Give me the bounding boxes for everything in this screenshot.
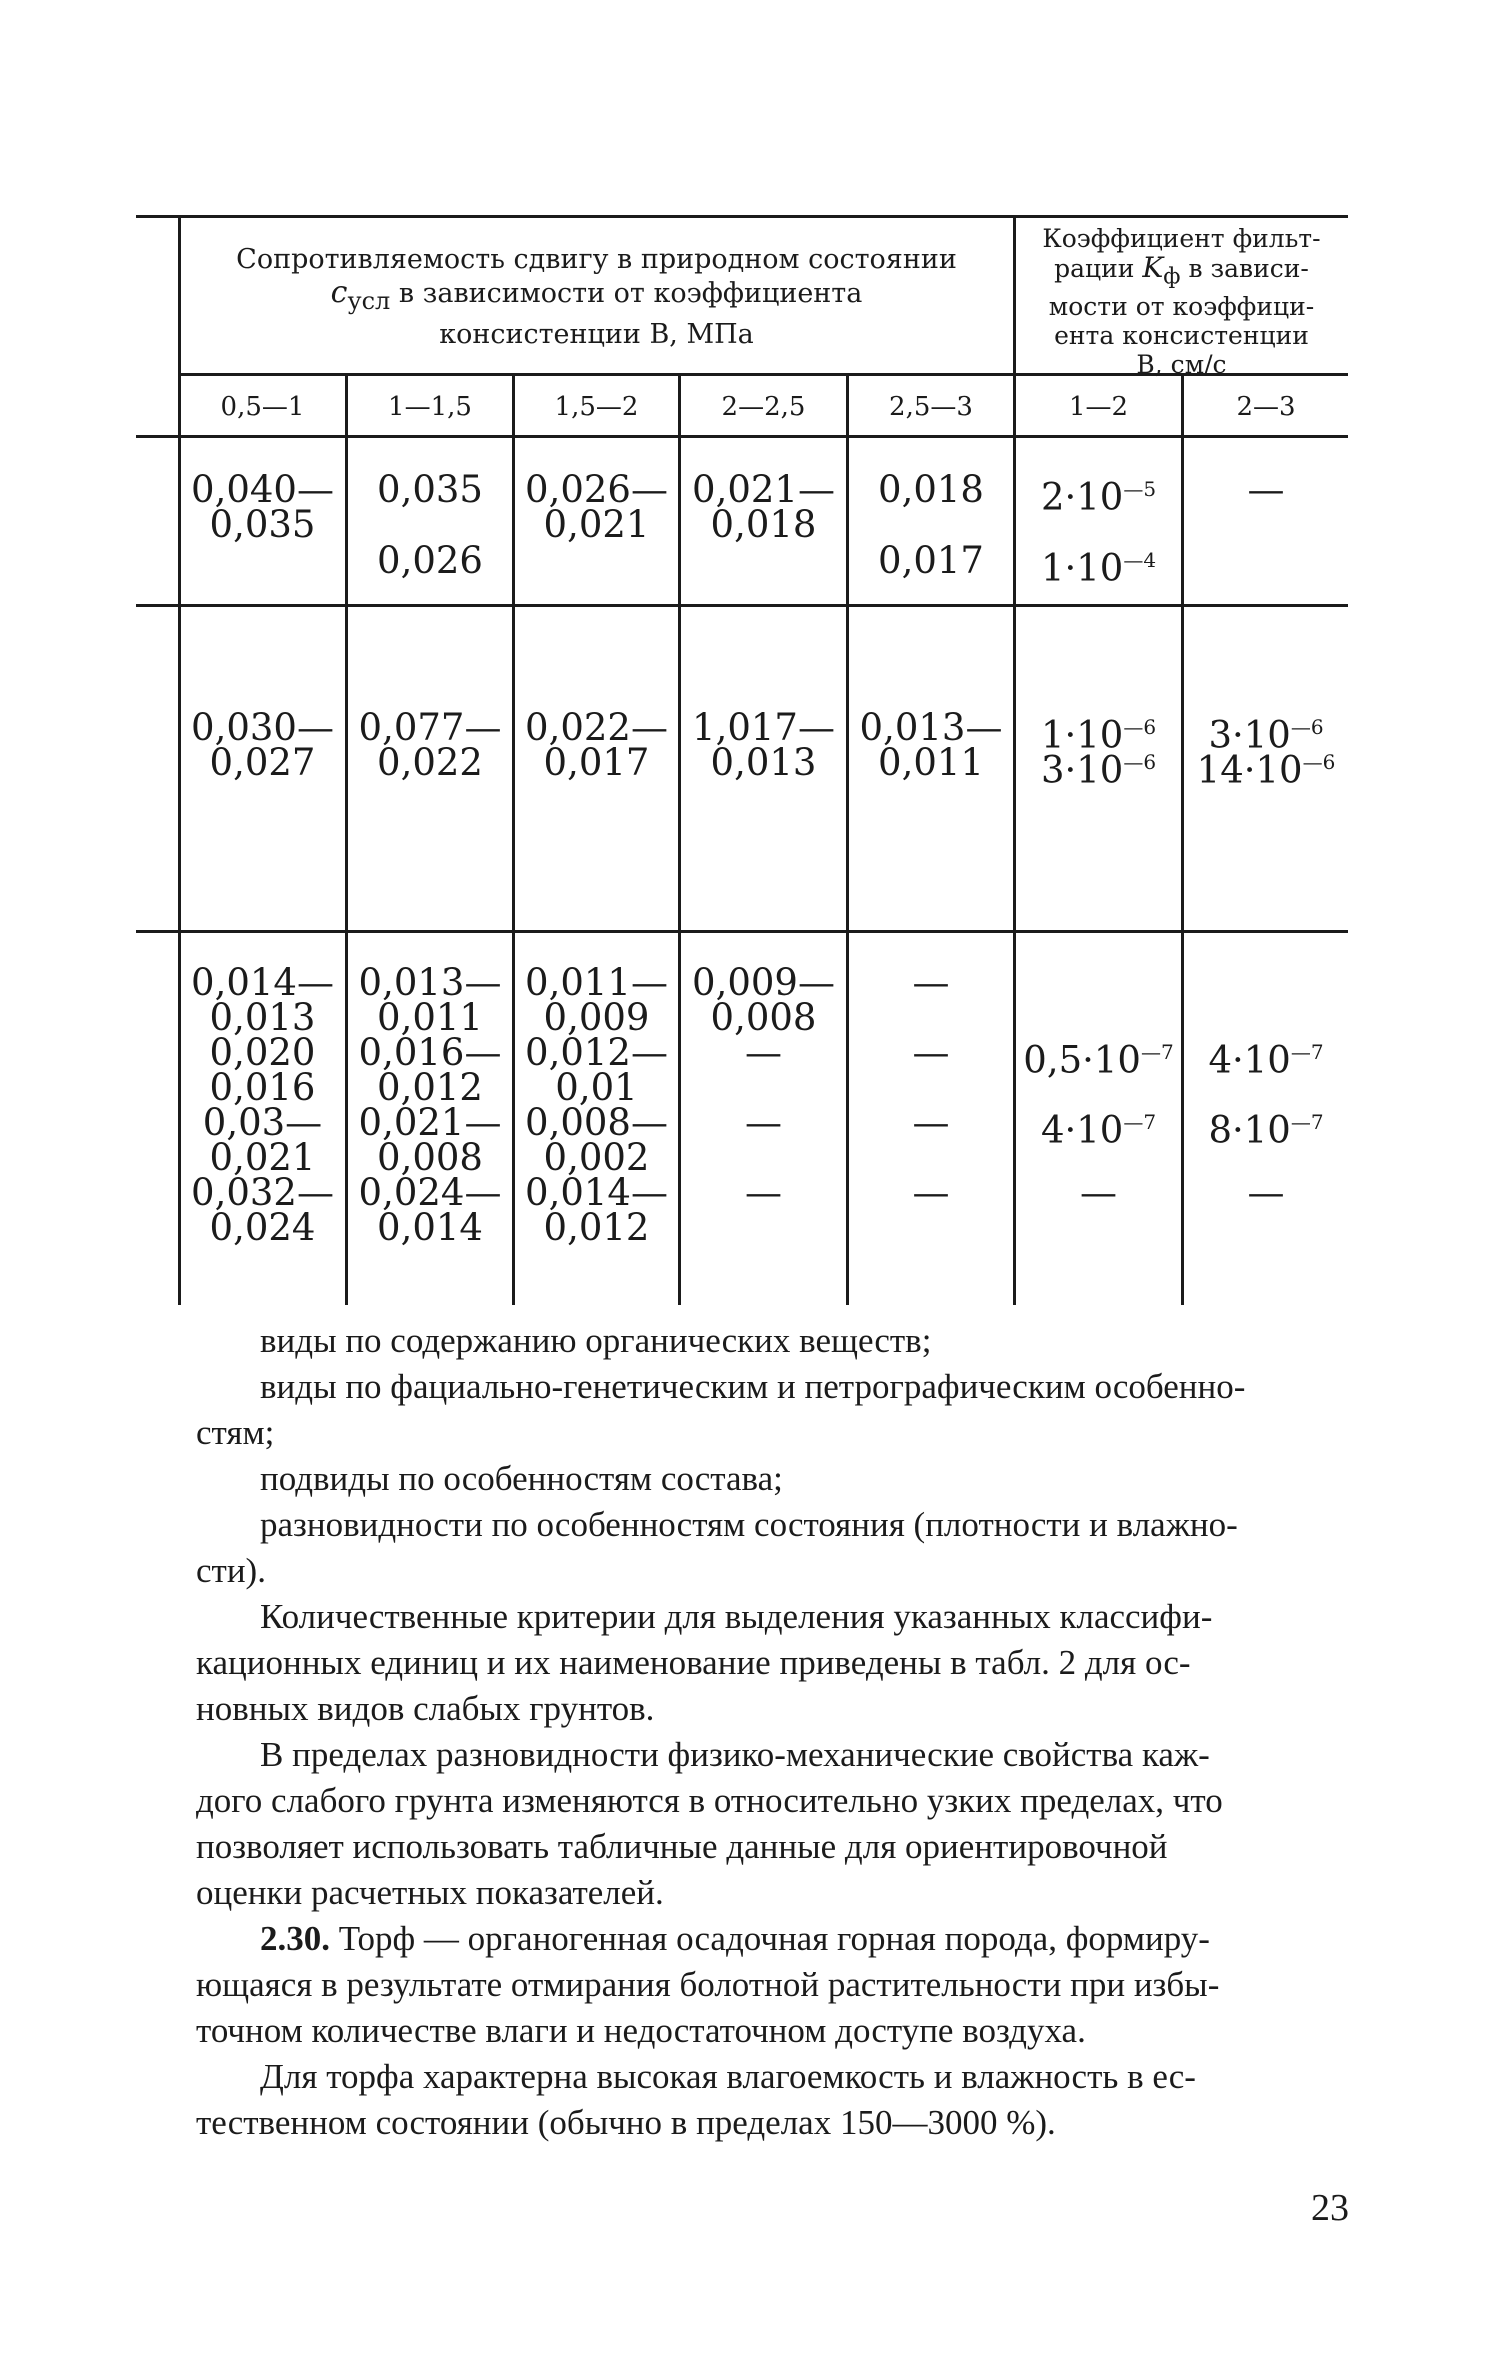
paragraph-continuation: тественном состоянии (обычно в пределах 150—3000 %). bbox=[196, 2103, 1056, 2142]
filtration-header: Коэффициент фильт- рации $K_ф$ в зависи- мости от коэффици- ента консистенции B, см/с bbox=[1042, 224, 1321, 379]
section-number: 2.30. bbox=[260, 1919, 330, 1958]
subheader-col6: 1—2 bbox=[1068, 392, 1129, 422]
row2-col4: 1,017— 0,013 bbox=[692, 706, 835, 784]
row3-col7-a: $4\cdot 10^{—7}$ bbox=[1208, 1038, 1324, 1082]
subheader-col3: 1,5—2 bbox=[554, 392, 639, 422]
row1-col1: 0,040— 0,035 bbox=[191, 468, 334, 546]
row2-col5: 0,013— 0,011 bbox=[859, 706, 1003, 784]
row1-col3: 0,026— 0,021 bbox=[525, 468, 668, 546]
paragraph-continuation: позволяет использовать табличные данные для ориентировочной bbox=[196, 1827, 1168, 1866]
resist-symbol: c bbox=[330, 275, 348, 310]
paragraph-continuation: новных видов слабых грунтов. bbox=[196, 1689, 655, 1728]
row1-col2-bottom: 0,026 bbox=[377, 539, 483, 582]
row3-col4: 0,009— 0,008 — — — bbox=[692, 961, 835, 1214]
row2-col2: 0,077— 0,022 bbox=[358, 706, 502, 784]
paragraph-continuation: дого слабого грунта изменяются в относительно узких пределах, что bbox=[196, 1781, 1223, 1820]
paragraph: Количественные критерии для выделения указанных классифи- bbox=[260, 1597, 1213, 1636]
paragraph: виды по содержанию органических веществ; bbox=[260, 1321, 932, 1360]
paragraph-continuation: сти). bbox=[196, 1551, 266, 1590]
paragraph: В пределах разновидности физико-механические свойства каж- bbox=[260, 1735, 1210, 1774]
paragraph-continuation: оценки расчетных показателей. bbox=[196, 1873, 664, 1912]
row1-col5-bottom: 0,017 bbox=[878, 539, 984, 582]
body-text bbox=[196, 1318, 1346, 2146]
table-top-rule bbox=[136, 215, 1348, 218]
row3-col6-a: $0,5\cdot 10^{—7}$ bbox=[1023, 1038, 1174, 1082]
filt-symbol: K bbox=[1142, 251, 1164, 284]
subheader-col2: 1—1,5 bbox=[388, 392, 472, 422]
paragraph: Для торфа характерна высокая влагоемкость и влажность в ес- bbox=[260, 2057, 1196, 2096]
row3-col5: — — — — bbox=[912, 961, 950, 1214]
row1-col4: 0,021— 0,018 bbox=[692, 468, 835, 546]
row3-col6-c: — bbox=[1080, 1171, 1117, 1214]
row3-col1: 0,014— 0,013 0,020 0,016 0,03— 0,021 0,032— 0,024 bbox=[191, 961, 334, 1249]
row2-col3: 0,022— 0,017 bbox=[525, 706, 668, 784]
row2-col6: $1\cdot 10^{—6}$ $3\cdot 10^{—6}$ bbox=[1040, 713, 1157, 792]
subheader-col1: 0,5—1 bbox=[220, 392, 305, 422]
row2-col7: $3\cdot 10^{—6}$ $14\cdot 10^{—6}$ bbox=[1196, 713, 1336, 792]
paragraph-2-30: 2.30. Торф — органогенная осадочная горная порода, формиру- bbox=[260, 1919, 1210, 1958]
paragraph-continuation: кационных единиц и их наименование приведены в табл. 2 для ос- bbox=[196, 1643, 1191, 1682]
row3-col7-c: — bbox=[1247, 1171, 1285, 1214]
row1-col7: — bbox=[1247, 468, 1285, 511]
row1-col6-bottom: $1\cdot 10^{—4}$ bbox=[1040, 546, 1157, 590]
subheader-col5: 2,5—3 bbox=[889, 392, 973, 422]
subheader-col7: 2—3 bbox=[1236, 392, 1296, 422]
row3-col6-b: $4\cdot 10^{—7}$ bbox=[1040, 1108, 1157, 1152]
paragraph: разновидности по особенностям состояния (плотности и влажно- bbox=[260, 1505, 1238, 1544]
row1-col6-top: $2\cdot 10^{—5}$ bbox=[1040, 475, 1157, 519]
row2-col1: 0,030— 0,027 bbox=[191, 706, 334, 784]
row2-bottom-rule bbox=[136, 930, 1348, 933]
subheader-col4: 2—2,5 bbox=[721, 392, 806, 422]
row3-col2: 0,013— 0,011 0,016— 0,012 0,021— 0,008 0,024— 0,014 bbox=[358, 961, 502, 1249]
row3-col3: 0,011— 0,009 0,012— 0,01 0,008— 0,002 0,014— 0,012 bbox=[525, 961, 668, 1249]
paragraph-continuation: ющаяся в результате отмирания болотной растительности при избы- bbox=[196, 1965, 1220, 2004]
subheader-bottom-rule bbox=[136, 435, 1348, 438]
paragraph-continuation: стям; bbox=[196, 1413, 275, 1452]
paragraph: виды по фациально-генетическим и петрографическим особенно- bbox=[260, 1367, 1246, 1406]
row1-bottom-rule bbox=[136, 604, 1348, 607]
resistance-header: Сопротивляемость сдвигу в природном состоянии $c_{усл}$ в зависимости от коэффициента консистенции B, МПа bbox=[236, 244, 957, 350]
row3-col7-b: $8\cdot 10^{—7}$ bbox=[1208, 1108, 1324, 1152]
row1-col5-top: 0,018 bbox=[878, 468, 984, 511]
col-divider-6 bbox=[1181, 373, 1184, 1305]
paragraph: подвиды по особенностям состава; bbox=[260, 1459, 783, 1498]
row1-col2-top: 0,035 bbox=[377, 468, 483, 511]
page-number: 23 bbox=[1311, 2187, 1349, 2229]
paragraph-continuation: точном количестве влаги и недостаточном доступе воздуха. bbox=[196, 2011, 1086, 2050]
